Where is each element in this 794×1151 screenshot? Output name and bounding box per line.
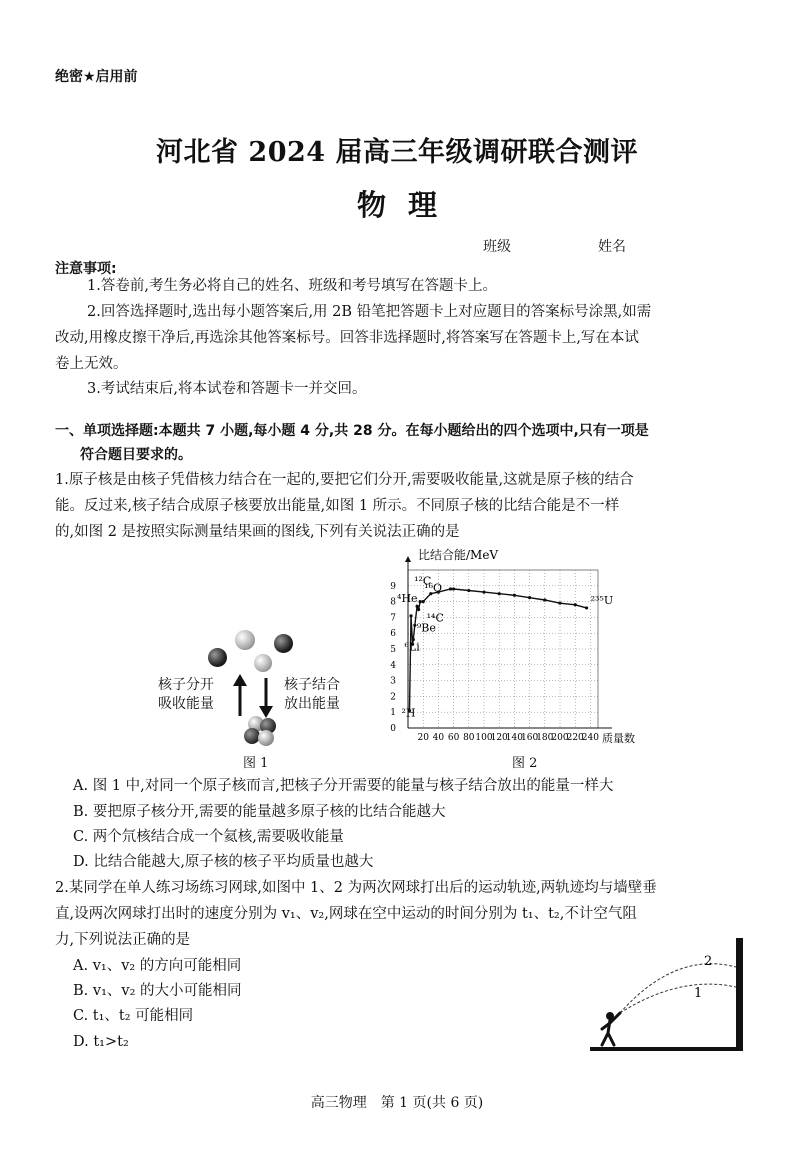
data-point	[482, 591, 485, 594]
data-point	[513, 594, 516, 597]
arrows-icon	[230, 674, 280, 720]
q2-option-a[interactable]: A. v₁、v₂ 的方向可能相同	[73, 958, 242, 974]
nuclide-label: ⁹Be	[416, 621, 436, 635]
split-label-energy: 吸收能量	[158, 696, 214, 712]
notice-heading: 注意事项:	[55, 261, 117, 277]
nuclide-label: ⁴He	[397, 591, 418, 605]
q1-option-a[interactable]: A. 图 1 中,对同一个原子核而言,把核子分开需要的能量与核子结合放出的能量一样大	[73, 778, 614, 794]
y-tick-label: 0	[390, 724, 396, 734]
nucleon-ball	[208, 648, 227, 667]
exam-title: 河北省 2024 届高三年级调研联合测评	[156, 137, 638, 168]
nuclide-label: ¹⁶O	[424, 581, 443, 595]
q2-stem-line-1: 2.某同学在单人练习场练习网球,如图中 1、2 为两次网球打出后的运动轨迹,两轨迹均与墙壁垂	[55, 880, 657, 896]
y-tick-label: 9	[390, 581, 396, 592]
q1-option-c[interactable]: C. 两个氘核结合成一个氦核,需要吸收能量	[73, 829, 344, 845]
figure-1-caption: 图 1	[243, 756, 269, 771]
notice-item-2-line-2: 改动,用橡皮擦干净后,再选涂其他答案标号。回答非选择题时,将答案写在答题卡上,写在本试	[55, 330, 639, 346]
y-tick-label: 8	[390, 597, 396, 608]
q2-option-b[interactable]: B. v₁、v₂ 的大小可能相同	[73, 983, 242, 999]
subject-title: 物理	[356, 188, 459, 222]
binding-energy-chart	[380, 548, 635, 746]
y-tick-label: 7	[390, 613, 396, 624]
q1-option-b[interactable]: B. 要把原子核分开,需要的能量越多原子核的比结合能越大	[73, 804, 446, 820]
chart-series	[408, 587, 588, 712]
data-point	[528, 596, 531, 599]
chart-ticks	[390, 582, 599, 743]
chart-annotations	[397, 574, 613, 719]
x-tick-label: 180	[536, 733, 554, 743]
nuclide-label: ¹⁴C	[426, 611, 444, 625]
chart-xlabel: 质量数	[602, 732, 635, 745]
notice-item-2-line-1: 2.回答选择题时,选出每小题答案后,用 2B 铅笔把答题卡上对应题目的答案标号涂黑,如需	[87, 304, 652, 320]
x-tick-label: 80	[463, 733, 475, 743]
class-label: 班级	[483, 239, 511, 255]
data-point	[422, 600, 425, 603]
figure-2-caption: 图 2	[512, 756, 538, 771]
nucleon-ball	[274, 634, 293, 653]
track-label-1: 1	[694, 986, 703, 1001]
notice-item-3: 3.考试结束后,将本试卷和答题卡一并交回。	[87, 381, 367, 397]
nuclide-label: ²³⁵U	[590, 593, 614, 607]
q1-stem-line-3: 的,如图 2 是按照实际测量结果画的图线,下列有关说法正确的是	[55, 524, 460, 540]
q2-stem-line-2: 直,设两次网球打出时的速度分别为 v₁、v₂,网球在空中运动的时间分别为 t₁、t₂,不计空气阻	[55, 906, 637, 922]
q2-option-c[interactable]: C. t₁、t₂ 可能相同	[73, 1008, 194, 1024]
q1-option-d[interactable]: D. 比结合能越大,原子核的核子平均质量也越大	[73, 854, 374, 870]
confidential-mark: 绝密★启用前	[55, 69, 138, 85]
nuclide-label: ¹²C	[414, 574, 432, 588]
y-tick-label: 3	[390, 676, 396, 687]
x-tick-label: 200	[551, 733, 569, 743]
x-tick-label: 160	[521, 733, 539, 743]
q1-stem-line-1: 1.原子核是由核子凭借核力结合在一起的,要把它们分开,需要吸收能量,这就是原子核的结合	[55, 472, 634, 488]
data-point	[543, 598, 546, 601]
data-point	[574, 603, 577, 606]
nucleon-ball	[254, 654, 272, 672]
track-label-2: 2	[704, 954, 713, 969]
q2-stem-line-3: 力,下列说法正确的是	[55, 932, 191, 948]
x-tick-label: 240	[581, 733, 599, 743]
data-point	[409, 614, 412, 617]
notice-item-2-line-3: 卷上无效。	[55, 356, 128, 372]
split-label: 核子分开	[158, 677, 214, 693]
data-point	[467, 589, 470, 592]
q1-stem-line-2: 能。反过来,核子结合成原子核要放出能量,如图 1 所示。不同原子核的比结合能是不一样	[55, 498, 620, 514]
x-tick-label: 140	[505, 733, 523, 743]
chart-ylabel: 比结合能/MeV	[418, 548, 499, 562]
nucleus-ball	[258, 730, 274, 746]
wall	[736, 938, 743, 1050]
data-point	[417, 608, 420, 611]
x-tick-label: 20	[417, 733, 429, 743]
data-point	[585, 606, 588, 609]
tennis-figure	[580, 935, 750, 1060]
ground	[590, 1047, 743, 1051]
data-point	[558, 602, 561, 605]
x-tick-label: 40	[432, 733, 445, 743]
y-tick-label: 5	[390, 645, 396, 655]
figure-1	[150, 620, 370, 770]
section-1-heading-cont: 符合题目要求的。	[80, 447, 192, 463]
trajectory-2	[620, 964, 736, 1013]
bind-label-energy: 放出能量	[284, 696, 340, 712]
x-tick-label: 100	[475, 733, 493, 743]
y-tick-label: 2	[390, 692, 396, 703]
x-tick-label: 220	[566, 733, 584, 743]
q2-option-d[interactable]: D. t₁>t₂	[73, 1034, 129, 1050]
y-tick-label: 6	[390, 629, 396, 640]
page-footer: 高三物理 第 1 页(共 6 页)	[310, 1095, 484, 1111]
data-point	[452, 587, 455, 590]
nuclide-label: ⁶Li	[404, 640, 420, 654]
nucleon-ball	[235, 630, 255, 650]
nuclide-label: ²H	[401, 706, 416, 720]
bind-label: 核子结合	[284, 677, 340, 693]
y-axis-arrow	[405, 556, 411, 562]
data-point	[449, 587, 452, 590]
y-tick-label: 4	[390, 660, 396, 671]
data-point	[419, 600, 422, 603]
data-point	[416, 605, 419, 608]
trajectory-1	[620, 984, 736, 1013]
x-tick-label: 120	[490, 733, 508, 743]
y-tick-label: 1	[390, 708, 396, 719]
x-tick-label: 60	[447, 733, 460, 743]
data-point	[498, 592, 501, 595]
name-label: 姓名	[598, 239, 626, 255]
player-icon	[602, 1012, 620, 1045]
notice-item-1: 1.答卷前,考生务必将自己的姓名、班级和考号填写在答题卡上。	[87, 278, 497, 294]
binding-energy-curve	[410, 589, 587, 711]
section-1-heading: 一、单项选择题:本题共 7 小题,每小题 4 分,共 28 分。在每小题给出的四个选项中,只有一项是	[55, 423, 649, 439]
